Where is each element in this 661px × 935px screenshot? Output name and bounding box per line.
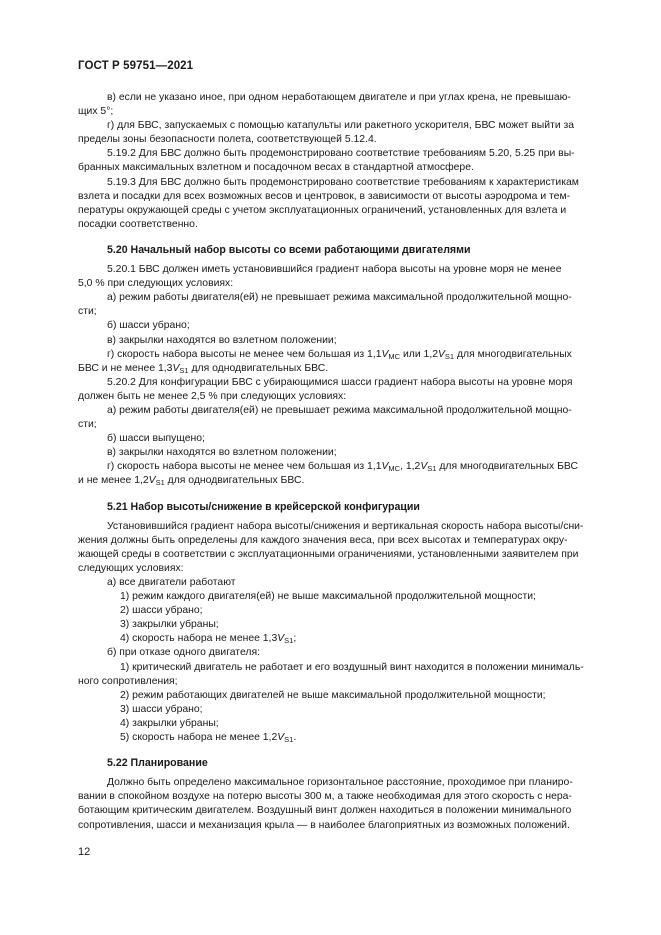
text-line: щих 5°;: [78, 106, 114, 118]
text-line: 5.20.1 БВС должен иметь установившийся градиент набора высоты на уровне моря не менее: [107, 264, 562, 276]
text-line: должен быть не менее 2,5 % при следующих условиях:: [78, 390, 347, 402]
list-item: 2) шасси убрано;: [120, 605, 203, 617]
list-item: 1) режим каждого двигателя(ей) не выше максимальной продолжительной мощности;: [120, 591, 536, 603]
section-heading-5-20: 5.20 Начальный набор высоты со всеми работающими двигателями: [107, 243, 471, 256]
text-line: вании в спокойном воздухе на потерю высоты 300 м, а также необходимая для этого скорость с нера-: [78, 791, 572, 803]
text-line: сопротивления, шасси и механизация крыла — в наиболее благоприятных из возможных положений.: [78, 819, 570, 831]
list-item: б) при отказе одного двигателя:: [107, 647, 260, 659]
list-item: 2) режим работающих двигателей не выше максимальной продолжительной мощности;: [120, 689, 546, 701]
text-line: 5.19.2 Для БВС должно быть продемонстрировано соответствие требованиям 5.20, 5.25 при вы-: [107, 148, 575, 160]
text-line: ного сопротивления;: [78, 675, 178, 687]
text-line: бранных максимальных взлетном и посадочном весах в стандартной атмосфере.: [78, 162, 474, 174]
list-item: 3) шасси убрано;: [120, 703, 203, 715]
list-item: 5) скорость набора не менее $1,2V_{S1}$.: [120, 732, 297, 745]
text-line: жения должны быть определены для каждого значения веса, при всех высотах и температурах окру-: [78, 534, 568, 546]
list-item: в) закрылки находятся во взлетном положении;: [107, 447, 337, 459]
text-line: взлета и посадки для всех возможных весов и центровок, в зависимости от высоты аэродрома и тем-: [78, 190, 571, 202]
text-line: пературы окружающей среды с учетом эксплуатационных ограничений, установленных для взлета и: [78, 204, 567, 216]
list-item: в) закрылки находятся во взлетном положении;: [107, 334, 337, 346]
text-line: сти;: [78, 306, 97, 318]
text-line: 5,0 % при следующих условиях:: [78, 278, 234, 290]
text-line: БВС и не менее $1,3V_{S1}$ для однодвигательных БВС.: [78, 362, 329, 375]
text-line: 5.20.2 Для конфигурации БВС с убирающимися шасси градиент набора высоты на уровне моря: [107, 376, 573, 388]
text-line: г) для БВС, запускаемых с помощью катапульты или ракетного ускорителя, БВС может выйти за: [107, 120, 575, 132]
list-item: б) шасси выпущено;: [107, 433, 205, 445]
list-item: б) шасси убрано;: [107, 320, 190, 332]
list-item: а) все двигатели работают: [107, 577, 236, 588]
text-line: Установившийся градиент набора высоты/снижения и вертикальная скорость набора высоты/сни-: [107, 520, 584, 532]
text-line: пределы зоны безопасности полета, соответствующей 5.12.4.: [78, 134, 377, 146]
list-item: а) режим работы двигателя(ей) не превышает режима максимальной продолжительной мощно-: [107, 404, 572, 416]
list-item: 1) критический двигатель не работает и его воздушный винт находится в положении минималь-: [120, 661, 584, 673]
list-item: г) скорость набора высоты не менее чем большая из $1,1V_{MC}$ или $1,2V_{S1}$ для многодвигательных: [107, 348, 572, 361]
list-item: 4) закрылки убраны;: [120, 717, 219, 729]
text-line: жающей среды в соответствии с эксплуатационными ограничениями, установленными заявителем при: [78, 548, 579, 560]
page-number: 12: [78, 846, 91, 858]
document-body: [78, 91, 614, 833]
text-line: в) если не указано иное, при одном неработающем двигателе и при углах крена, не превышаю-: [107, 92, 571, 103]
text-line: следующих условиях:: [78, 562, 184, 574]
text-line: и не менее $1,2V_{S1}$ для однодвигательных БВС.: [78, 475, 305, 488]
list-item: г) скорость набора высоты не менее чем большая из $1,1V_{MC}$, $1,2V_{S1}$ для многодвигательных БВС: [107, 461, 578, 474]
section-heading-5-22: 5.22 Планирование: [107, 757, 208, 770]
text-line: Должно быть определено максимальное горизонтальное расстояние, проходимое при планиро-: [107, 777, 573, 789]
list-item: 4) скорость набора не менее $1,3V_{S1}$;: [120, 633, 297, 646]
page-header: ГОСТ Р 59751—2021: [78, 60, 194, 72]
list-item: а) режим работы двигателя(ей) не превышает режима максимальной продолжительной мощно-: [107, 292, 572, 304]
text-line: посадки соответственно.: [78, 218, 198, 230]
text-line: сти;: [78, 419, 97, 431]
text-line: ботающим критическим двигателем. Воздушный винт должен находиться в положении минимального: [78, 805, 572, 817]
section-heading-5-21: 5.21 Набор высоты/снижение в крейсерской конфигурации: [107, 500, 420, 513]
text-line: 5.19.3 Для БВС должно быть продемонстрировано соответствие требованиям к характеристикам: [107, 176, 579, 188]
list-item: 3) закрылки убраны;: [120, 619, 219, 631]
